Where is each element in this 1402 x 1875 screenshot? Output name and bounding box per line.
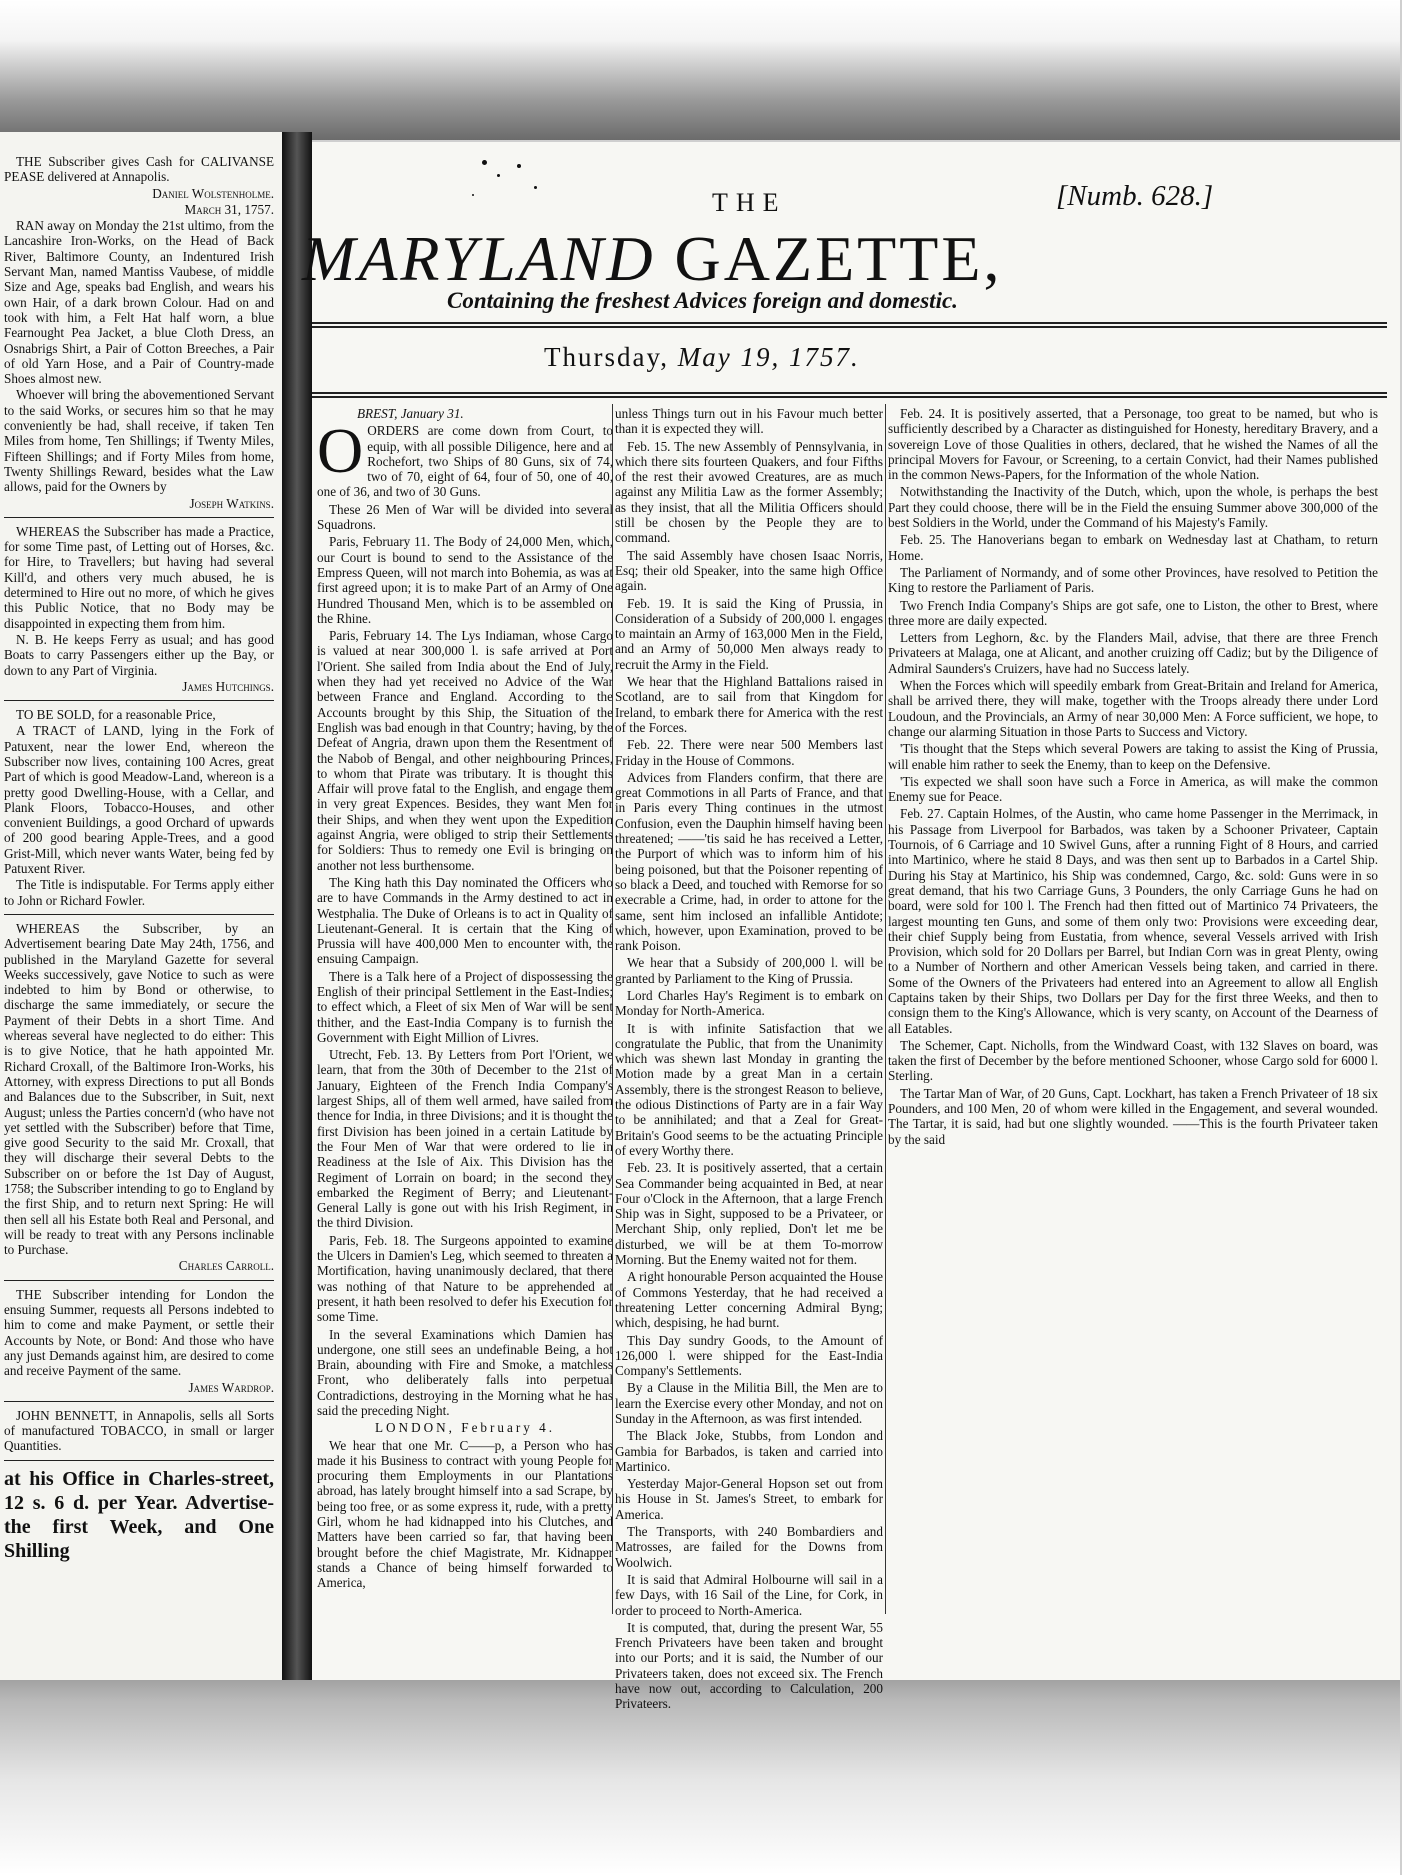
- debt-notice: WHEREAS the Subscriber, by an Advertisement bearing Date May 24th, 1756, and published in the Maryland Gazette for several Weeks successively, gave Notice to such as were indebted to him by Bond or otherwise, to discharge the same immediately, or secure the Payment of their Debts in a short Time. And whereas several have neglected to do either: This is to give Notice, that he hath appointed Mr. Richard Croxall, of the Baltimore Iron-Works, his Attorney, with express Directions to put all Bonds and Balances due to the Subscriber, in Suit, next August; unless the Parties concern'd (who have not yet settled with the Subscriber) before that Time, give good Security to the said Mr. Croxall, that they will discharge their several Debts to the Subscriber on or before the 1st Day of August, 1758; the Subscriber intending to go to England by the first Ship, and to return next Spring: He will then sell all his Estate both Real and Personal, and will be ready to treat with any Persons inclinable to Purchase.: [4, 920, 274, 1258]
- dateline-rule: [312, 392, 1387, 394]
- title-gazette: GAZETTE,: [674, 223, 1003, 294]
- ad-date: March 31, 1757.: [184, 201, 274, 217]
- article: The Transports, with 240 Bombardiers and Matrosses, are failed for the Downs from Woolwich.: [615, 1524, 883, 1570]
- dateline-london: LONDON, February 4.: [374, 1420, 556, 1436]
- newspaper-title: [302, 222, 1402, 296]
- ferry-note: N. B. He keeps Ferry as usual; and has good Boats to carry Passengers either up the Bay, or down to any Part of Virginia.: [4, 631, 274, 678]
- article: Feb. 22. There were near 500 Members last Friday in the House of Commons.: [615, 737, 883, 768]
- article: The King hath this Day nominated the Officers who are to have Commands in the Army destined to act in Westphalia. The Duke of Orleans is to act in Quality of Lieutenant-General. It is certain that the King of Prussia will have 400,000 Men to encounter with, the ensuing Campaign.: [317, 874, 613, 967]
- article-brest: [317, 415, 613, 500]
- signature: Joseph Watkins.: [189, 495, 274, 511]
- issue-dateline: [544, 342, 860, 373]
- article: These 26 Men of War will be divided into several Squadrons.: [317, 501, 613, 533]
- article: 'Tis expected we shall soon have such a Force in America, as will make the common Enemy sue for Peace.: [888, 773, 1378, 805]
- article: The Parliament of Normandy, and of some other Provinces, have resolved to Petition the King to restore the Parliament of Paris.: [888, 564, 1378, 596]
- separator: [4, 517, 274, 518]
- article: This Day sundry Goods, to the Amount of 126,000 l. were shipped for the East-India Company's Settlements.: [615, 1332, 883, 1379]
- horse-hire-notice: WHEREAS the Subscriber has made a Practice, for some Time past, of Letting out of Horses, &c. for Hire, to Travellers; but having had several Kill'd, and others very much abused, he is determined to Hire out no more, of which he gives this Public Notice, that no Body may be disappointed in expecting them from him.: [4, 523, 274, 631]
- news-column-2: [615, 406, 883, 1714]
- article: Feb. 19. It is said the King of Prussia, in Consideration of a Subsidy of 200,000 l. engages to maintain an Army of 163,000 Men in the Field, and an Army of 50,000 Men always ready to recruit the Army in the Field.: [615, 595, 883, 672]
- newspaper-subtitle: Containing the freshest Advices foreign and domestic.: [447, 288, 958, 313]
- land-terms: The Title is indisputable. For Terms apply either to John or Richard Fowler.: [4, 877, 274, 908]
- runaway-notice: RAN away on Monday the 21st ultimo, from the Lancashire Iron-Works, on the Head of Back River, Baltimore County, an Indentured Irish Servant Man, named Mantiss Vaubese, of middle Size and Age, speaks bad English, and wears his own Hair, of a dark brown Colour. Had on and took with him, a Felt Hat half worn, a blue Fearnought Pea Jacket, a blue Cloth Dress, an Osnabrigs Shirt, a Pair of Cotton Breeches, a Pair of old Yarn Hose, and a Pair of Country-made Shoes almost new.: [4, 218, 274, 387]
- article: unless Things turn out in his Favour much better than it is expected they will.: [615, 406, 883, 437]
- article: Paris, February 14. The Lys Indiaman, whose Cargo is valued at near 300,000 l. is safe arrived at Port l'Orient. She sailed from India about the End of July, when they had yet received no Advice of the War between France and England. According to the Accounts brought by this Ship, the Situation of the English was bad enough in that Country; having, by the Defeat of Angria, drawn upon them the Resentment of the Nabob of Bengal, and other neighbouring Princes, to whom that Pirate was tributary. It is thought this Affair will prove fatal to the English, and engage them in very great Expences. Besides, they want Men for their Ships, and when they went upon the Expedition against Angria, were obliged to strip their Settlements for Soldiers: Thus to remedy one Evil is bringing on another not less burthensome.: [317, 628, 613, 873]
- masthead-rule: [312, 322, 1387, 324]
- issue-weekday: Thursday,: [544, 342, 669, 372]
- article: Feb. 23. It is positively asserted, that a certain Sea Commander being acquainted in Bed, at near Four o'Clock in the Afternoon, that a large French Ship was in Sight, supposed to be a Privateer, or Merchant Ship, only replied, Don't let me be disturbed, we will be at them To-morrow Morning. But the Enemy waited not for them.: [615, 1160, 883, 1268]
- article: We hear that the Highland Battalions raised in Scotland, are to sail from that Kingdom for Ireland, to embark there for America with the rest of the Forces.: [615, 674, 883, 735]
- right-page: [302, 142, 1400, 1712]
- article: When the Forces which will speedily embark from Great-Britain and Ireland for America, shall be arrived there, they will make, together with the Troops already there under Lord Loudoun, and the Provincials, an Army of near 30,000 Men: A Force sufficient, we hope, to change our alarming Situation in those Parts to Success and Victory.: [888, 678, 1378, 739]
- separator: [4, 1280, 274, 1281]
- article: Notwithstanding the Inactivity of the Dutch, which, upon the whole, is perhaps the best Part they could choose, there will be in the Field the ensuing Summer above 300,000 of the best Soldiers in the World, under the Command of his Majesty's Family.: [888, 484, 1378, 531]
- left-page-column: [4, 154, 274, 1564]
- ink-speck: [482, 160, 487, 165]
- tobacco-ad: JOHN BENNETT, in Annapolis, sells all Sorts of manufactured TOBACCO, in small or larger Quantities.: [4, 1407, 274, 1454]
- separator: [4, 1460, 274, 1461]
- london-notice: THE Subscriber intending for London the ensuing Summer, requests all Persons indebted to him to come and make Payment, or settle their Accounts by Note, or Bond: And those who have any just Demands against him, are desired to come and receive Payment of the same.: [4, 1286, 274, 1379]
- land-for-sale: A TRACT of LAND, lying in the Fork of Patuxent, near the lower End, whereon the Subscriber now lives, containing 100 Acres, great Part of which is good Meadow-Land, whereon is a pretty good Dwelling-House, with a Cellar, and Plank Floors, Tobacco-Houses, and other convenient Buildings, a good Orchard of upwards of 200 good bearing Apple-Trees, and a good Grist-Mill, which never wants Water, being fed by Patuxent River.: [4, 723, 274, 877]
- article: Feb. 27. Captain Holmes, of the Austin, who came home Passenger in the Merrimack, in his Passage from Liverpool for Barbados, was taken by a Schooner Privateer, Captain Tournois, of 6 Carriage and 10 Swivel Guns, after a running Fight of 8 Hours, and carried into Martinico, where he staid 8 Days, and was then sent up to Barbados in a Cartel Ship. During his Stay at Martinico, his Ship was condemned, Cargo, &c. sold: Guns were in so great demand, that his two Carriage Guns, 3 Pounders, the only Carriage Guns he had on board, were sold for 100 l. The French had then fitted out of Martinico 74 Privateers, the largest mounting ten Guns, and some of them only two: Provisions were exceeding dear, their chief Supply being from Eustatia, from whence, several Vessels arrived with Irish Provision, which sold for 20 Dollars per Barrel, but Indian Corn was in great Plenty, owing to a Number of Northern and other American Vessels being taken, and carried in there. Some of the Owners of the Privateers had entered into an Agreement to allow all English Captains taken by their Ships, two Dollars per Day for the first three Weeks, and then to consign them to the King's Allowance, which is very scanty, on Account of the Dearness of all Eatables.: [888, 806, 1378, 1036]
- article: Feb. 24. It is positively asserted, that a Personage, too great to be named, but who is sufficiently described by a Character as distinguished for Honesty, hereditary Bravery, and a sovereign Love of those Qualities in others, declared, that he wished the Names of all the principal Movers for Favour, or Screening, to a certain Convict, had their Names published in the common News-Papers, for the Information of the whole Nation.: [888, 406, 1378, 483]
- column-divider: [885, 404, 886, 1614]
- article: The Tartar Man of War, of 20 Guns, Capt. Lockhart, has taken a French Privateer of 18 six Pounders, and 100 Men, 20 of whom were killed in the Engagement, and several wounded. The Tartar, it is said, had but one slightly wounded. ——This is the fourth Privateer taken by the said: [888, 1085, 1378, 1147]
- article: Lord Charles Hay's Regiment is to embark on Monday for North-America.: [615, 987, 883, 1019]
- article: Utrecht, Feb. 13. By Letters from Port l'Orient, we learn, that from the 30th of December to the 21st of January, Eighteen of the French India Company's largest Ships, all of them well armed, have sailed from thence for India, in three Divisions; and it is thought the first Division has been joined in a certain Latitude by the Four Men of War that were ordered to lie in Readiness at the Isle of Aix. This Division has the Regiment of Lorrain on board; in the second they embarked the Regiment of Berry; and Lieutenant-General Lally is gone out with his Irish Regiment, in the third Division.: [317, 1047, 613, 1231]
- article: Two French India Company's Ships are got safe, one to Liston, the other to Brest, where three more are daily expected.: [888, 597, 1378, 628]
- article: The said Assembly have chosen Isaac Norris, Esq; their old Speaker, into the same high Office again.: [615, 547, 883, 594]
- news-column-3: [888, 406, 1378, 1149]
- article: 'Tis thought that the Steps which several Powers are taking to assist the King of Prussia, will enable him rather to seek the Enemy, than to keep on the Defensive.: [888, 741, 1378, 772]
- article: Feb. 25. The Hanoverians began to embark on Wednesday last at Chatham, to return Home.: [888, 532, 1378, 563]
- ad-calivanse-pease: THE Subscriber gives Cash for CALIVANSE PEASE delivered at Annapolis.: [4, 154, 274, 185]
- article: A right honourable Person acquainted the House of Commons Yesterday, that he had received a threatening Letter concerning Admiral Byng; which, despising, he had burnt.: [615, 1269, 883, 1331]
- ink-speck: [497, 174, 500, 177]
- article: The Schemer, Capt. Nicholls, from the Windward Coast, with 132 Slaves on board, was taken the first of December by the before mentioned Schooner, whose Cargo sold for 6000 l. Sterling.: [888, 1037, 1378, 1084]
- issue-number: [Numb. 628.]: [1056, 180, 1214, 212]
- article: Feb. 15. The new Assembly of Pennsylvania, in which there sits fourteen Quakers, and four Fifths of the rest their avowed Creatures, are as much against any Militia Law as the former Assembly; as they insist, that all the Militia Officers should still be chosen by the People they are to command.: [615, 438, 883, 546]
- separator: [4, 914, 274, 915]
- article: Yesterday Major-General Hopson set out from his House in St. James's Street, to embark for America.: [615, 1476, 883, 1522]
- ink-speck: [472, 194, 474, 196]
- separator: [4, 1401, 274, 1402]
- book-gutter: [282, 132, 312, 1680]
- dateline-rule: [312, 396, 1387, 398]
- article: Advices from Flanders confirm, that there are great Commotions in all Parts of France, and that in Paris every Thing continues in the utmost Confusion, even the Dauphin himself having been threatened; ——'tis said he has received a Letter, the Purport of which was to inform him of his being poisoned, but that the Poisoner repenting of so black a Deed, and touched with Remorse for so execrable a Crime, had, in order to attone for the same, sent him inclosed an infallible Antidote; which, however, upon Examination, proved to be rank Poison.: [615, 769, 883, 954]
- drop-cap: O: [317, 415, 364, 487]
- dateline-brest: BREST, January 31.: [357, 406, 464, 421]
- ink-speck: [517, 164, 521, 168]
- title-maryland: MARYLAND: [302, 223, 656, 294]
- left-page: [0, 132, 285, 1680]
- runaway-reward: Whoever will bring the abovementioned Servant to the said Works, or secures him so that he may conveniently be had, shall receive, if taken Ten Miles from home, Ten Shillings; if Twenty Miles, Fifteen Shillings; and if Forty Miles from home, Twenty Shillings Reward, besides what the Law allows, paid for the Owners by: [4, 387, 274, 495]
- article: There is a Talk here of a Project of dispossessing the English of their principal Settlement in the East-Indies; to effect which, a Fleet of six Men of War will be sent thither, and the East-India Company is to furnish the Government with Eight Million of Livres.: [317, 968, 613, 1045]
- article: It is said that Admiral Holbourne will sail in a few Days, with 16 Sail of the Line, for Cork, in order to proceed to North-America.: [615, 1571, 883, 1618]
- scan-background-top: [0, 0, 1400, 140]
- article: It is with infinite Satisfaction that we congratulate the Public, that from the Unanimity which was shewn last Monday in granting the Motion made by a great Man in a certain Assembly, there is the strongest Reason to believe, the odious Distinctions of Party are in a fair Way to be annihilated; and that a Zeal for Great-Britain's Good seems to be the actuating Principle of every Worthy there.: [615, 1020, 883, 1158]
- article: Letters from Leghorn, &c. by the Flanders Mail, advise, that there are three French Privateers at Malaga, one at Alicant, and another cruizing off Cadiz; but by the Diligence of Admiral Saunders's Cruizers, have had no Success lately.: [888, 630, 1378, 676]
- signature: Charles Carroll.: [178, 1258, 274, 1274]
- article: We hear that one Mr. C——p, a Person who has made it his Business to contract with young People for procuring them Employments in our Plantations abroad, has lately brought himself into a sad Scrape, by being too free, or as some express it, rude, with a pretty Girl, whom he had kidnapped into his Clutches, and Matters have been carried so far, that having been brought before the chief Magistrate, Mr. Kidnapper stands a Chance of being himself forwarded to America,: [317, 1437, 613, 1591]
- separator: [4, 700, 274, 701]
- signature: James Wardrop.: [188, 1379, 274, 1395]
- office-imprint: at his Office in Charles-street, 12 s. 6 d. per Year. Advertise- the first Week, and One Shilling: [4, 1467, 274, 1562]
- article-text: ORDERS are come down from Court, to equip, with all possible Diligence, here and at Rochefort, two Ships of 80 Guns, six of 74, two of 70, eight of 64, four of 50, one of 40, one of 36, and two of 30 Guns.: [317, 423, 613, 500]
- article: The Black Joke, Stubbs, from London and Gambia for Barbados, is taken and carried into Martinico.: [615, 1428, 883, 1474]
- news-column-1: [317, 406, 613, 1593]
- article: Paris, February 11. The Body of 24,000 Men, which, our Court is bound to send to the Assistance of the Empress Queen, will not march into Bohemia, as was at first agreed upon; it is to make Part of an Army of One Hundred Thousand Men, which is to be assembled on the Rhine.: [317, 534, 613, 626]
- signature: Daniel Wolstenholme.: [152, 185, 274, 201]
- article: By a Clause in the Militia Bill, the Men are to learn the Exercise every other Monday, and not on Sunday in the Afternoon, as was first intended.: [615, 1380, 883, 1426]
- issue-date: May 19, 1757.: [677, 342, 860, 372]
- to-be-sold-heading: TO BE SOLD, for a reasonable Price,: [16, 707, 216, 723]
- article: In the several Examinations which Damien has undergone, one still sees an undefinable Being, a hot Brain, abounding with Fire and Smoke, a matchless Front, who deliberately falls into perpetual Contradictions, destroying in the Morning what he has said the preceding Night.: [317, 1326, 613, 1418]
- masthead-rule: [312, 326, 1387, 328]
- article: It is computed, that, during the present War, 55 French Privateers have been taken and brought into our Ports; and it is said, the Number of our Privateers taken, does not exceed six. The French have now out, according to Calculation, 200 Privateers.: [615, 1619, 883, 1712]
- masthead-the: THE: [712, 188, 787, 217]
- signature: James Hutchings.: [182, 678, 274, 694]
- article: We hear that a Subsidy of 200,000 l. will be granted by Parliament to the King of Prussia.: [615, 955, 883, 986]
- ink-speck: [534, 186, 537, 189]
- article: Paris, Feb. 18. The Surgeons appointed to examine the Ulcers in Damien's Leg, which seemed to threaten a Mortification, having unanimously declared, that there was nothing of that Nature to be apprehended at present, it hath been resolved to defer his Execution for some Time.: [317, 1232, 613, 1325]
